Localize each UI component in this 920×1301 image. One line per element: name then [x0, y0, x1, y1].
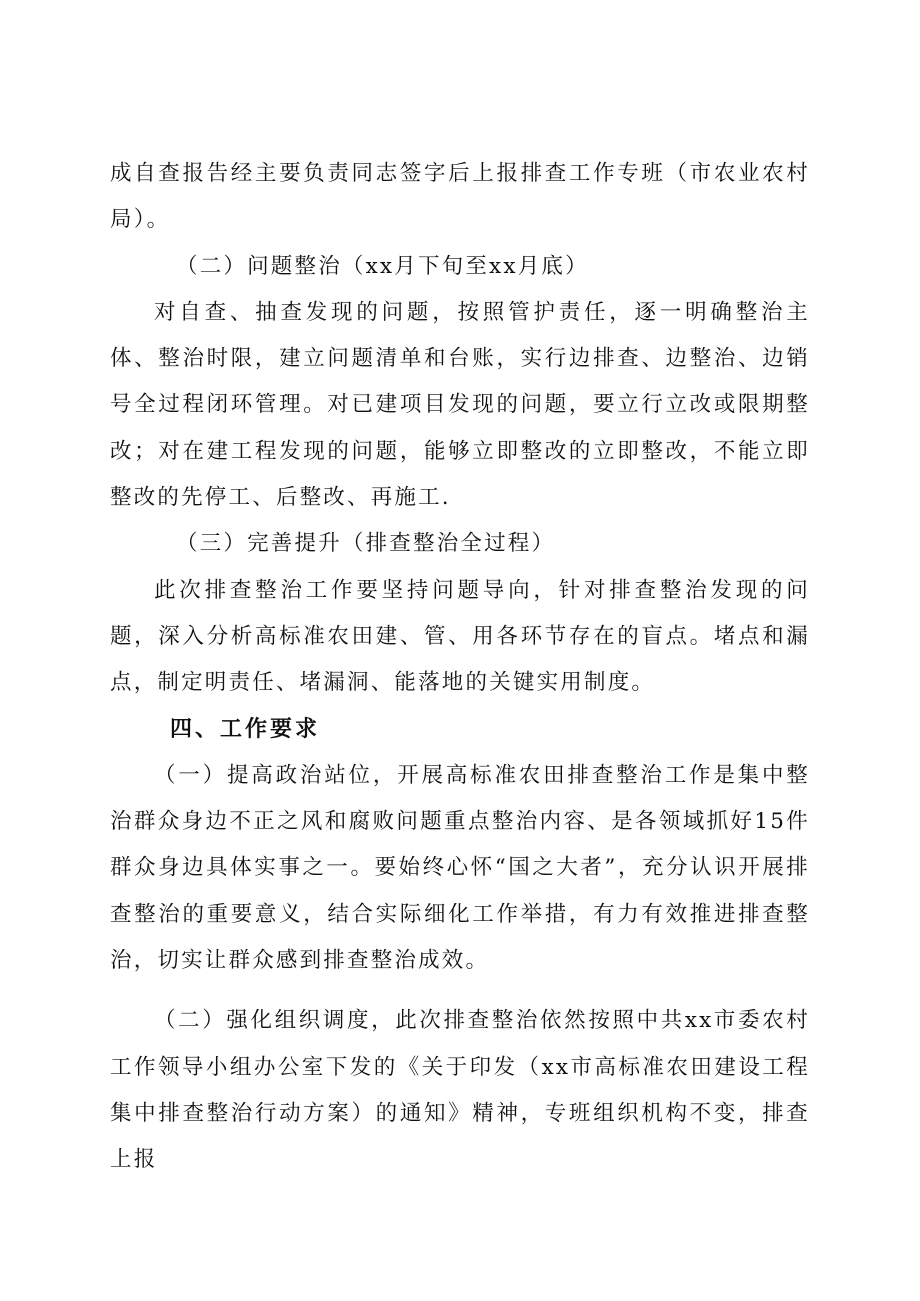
paragraph-spacer — [110, 984, 810, 998]
subheading-improvement: （三）完善提升（排查整治全过程） — [176, 531, 556, 557]
subheading-problem-rectification: （二）问题整治（xx月下旬至xx月底） — [176, 253, 589, 279]
document-body — [110, 151, 810, 1184]
paragraph-requirement-1: （一）提高政治站位，开展高标准农田排查整治工作是集中整治群众身边不正之风和腐败问题重点整治内容、是各领域抓好15件群众身边具体实事之一。要始终心怀“国之大者”，充分认识开展排查整治的重要意义，结合实际细化工作举措，有力有效推进排查整治，切实让群众感到排查整治成效。 — [110, 762, 810, 974]
paragraph-requirement-2: （二）强化组织调度，此次排查整治依然按照中共xx市委农村工作领导小组办公室下发的《关于印发（xx市高标准农田建设工程集中排查整治行动方案）的通知》精神，专班组织机构不变，排查上报 — [110, 1008, 810, 1173]
paragraph-self-check-report: 成自查报告经主要负责同志签字后上报排查工作专班（市农业农村局）。 — [110, 161, 810, 233]
paragraph-rectification: 对自查、抽查发现的问题，按照管护责任，逐一明确整治主体、整治时限，建立问题清单和台账，实行边排查、边整治、边销号全过程闭环管理。对已建项目发现的问题，要立行立改或限期整改；对在建工程发现的问题，能够立即整改的立即整改，不能立即整改的先停工、后整改、再施工. — [110, 299, 810, 511]
section-heading-work-requirements: 四、工作要求 — [170, 716, 321, 742]
paragraph-improvement: 此次排查整治工作要坚持问题导向，针对排查整治发现的问题，深入分析高标准农田建、管、用各环节存在的盲点。堵点和漏点，制定明责任、堵漏洞、能落地的关键实用制度。 — [110, 577, 810, 696]
